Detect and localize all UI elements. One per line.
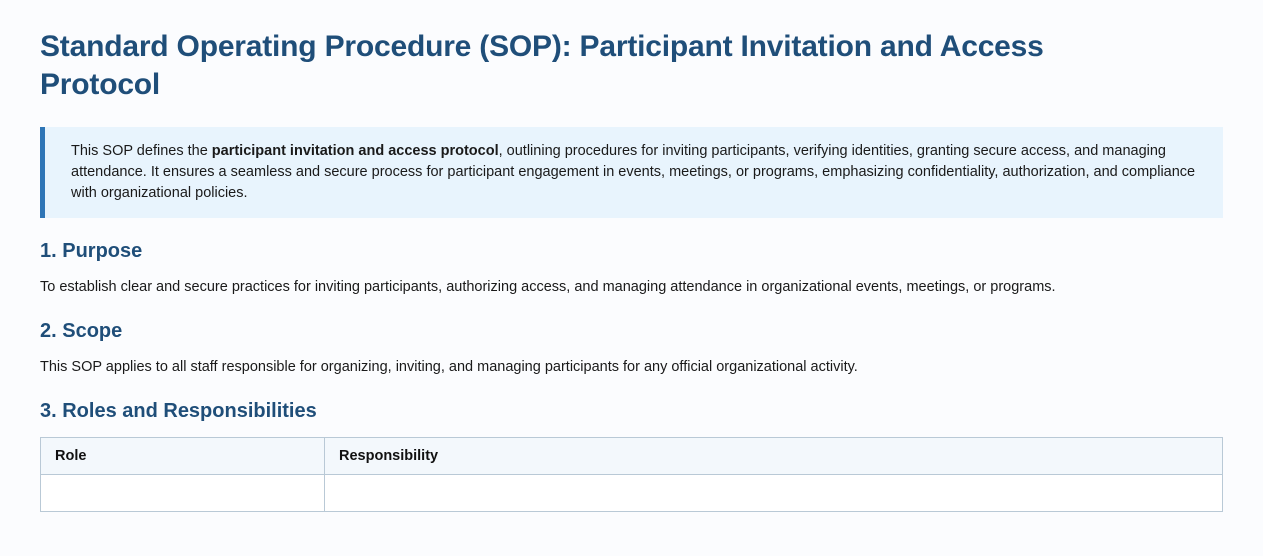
page-title: Standard Operating Procedure (SOP): Participant Invitation and Access Protocol bbox=[40, 30, 1044, 101]
table-body bbox=[41, 475, 1223, 512]
section-heading-roles: 3. Roles and Responsibilities bbox=[40, 400, 317, 423]
summary-callout bbox=[40, 127, 1223, 218]
table-row bbox=[41, 475, 1223, 512]
summary-lead: This SOP defines the bbox=[71, 143, 212, 159]
section-heading-purpose: 1. Purpose bbox=[40, 240, 143, 263]
summary-text bbox=[71, 141, 1201, 204]
table-header-role: Role bbox=[41, 438, 325, 475]
table-cell-role bbox=[41, 475, 325, 512]
table-cell-responsibility bbox=[325, 475, 1223, 512]
roles-responsibilities-table bbox=[40, 437, 1223, 512]
section-text-scope: This SOP applies to all staff responsible for organizing, inviting, and managing participants for any official organizational activity. bbox=[40, 359, 858, 376]
summary-rest: , outlining procedures for inviting participants, verifying identities, granting secure access, and managing attendance. It ensures a seamless and secure process for participant engagement in events, meetings, or programs, emphasizing confidentiality, authorization, and compliance with organizational policies. bbox=[71, 143, 1196, 202]
table-header bbox=[41, 438, 1223, 475]
table-header-row bbox=[41, 438, 1223, 475]
table-header-responsibility: Responsibility bbox=[325, 438, 1223, 475]
summary-bold-term: participant invitation and access protocol bbox=[211, 143, 499, 159]
section-heading-scope: 2. Scope bbox=[40, 320, 123, 343]
section-text-purpose: To establish clear and secure practices for inviting participants, authorizing access, and managing attendance in organizational events, meetings, or programs. bbox=[40, 279, 1056, 296]
